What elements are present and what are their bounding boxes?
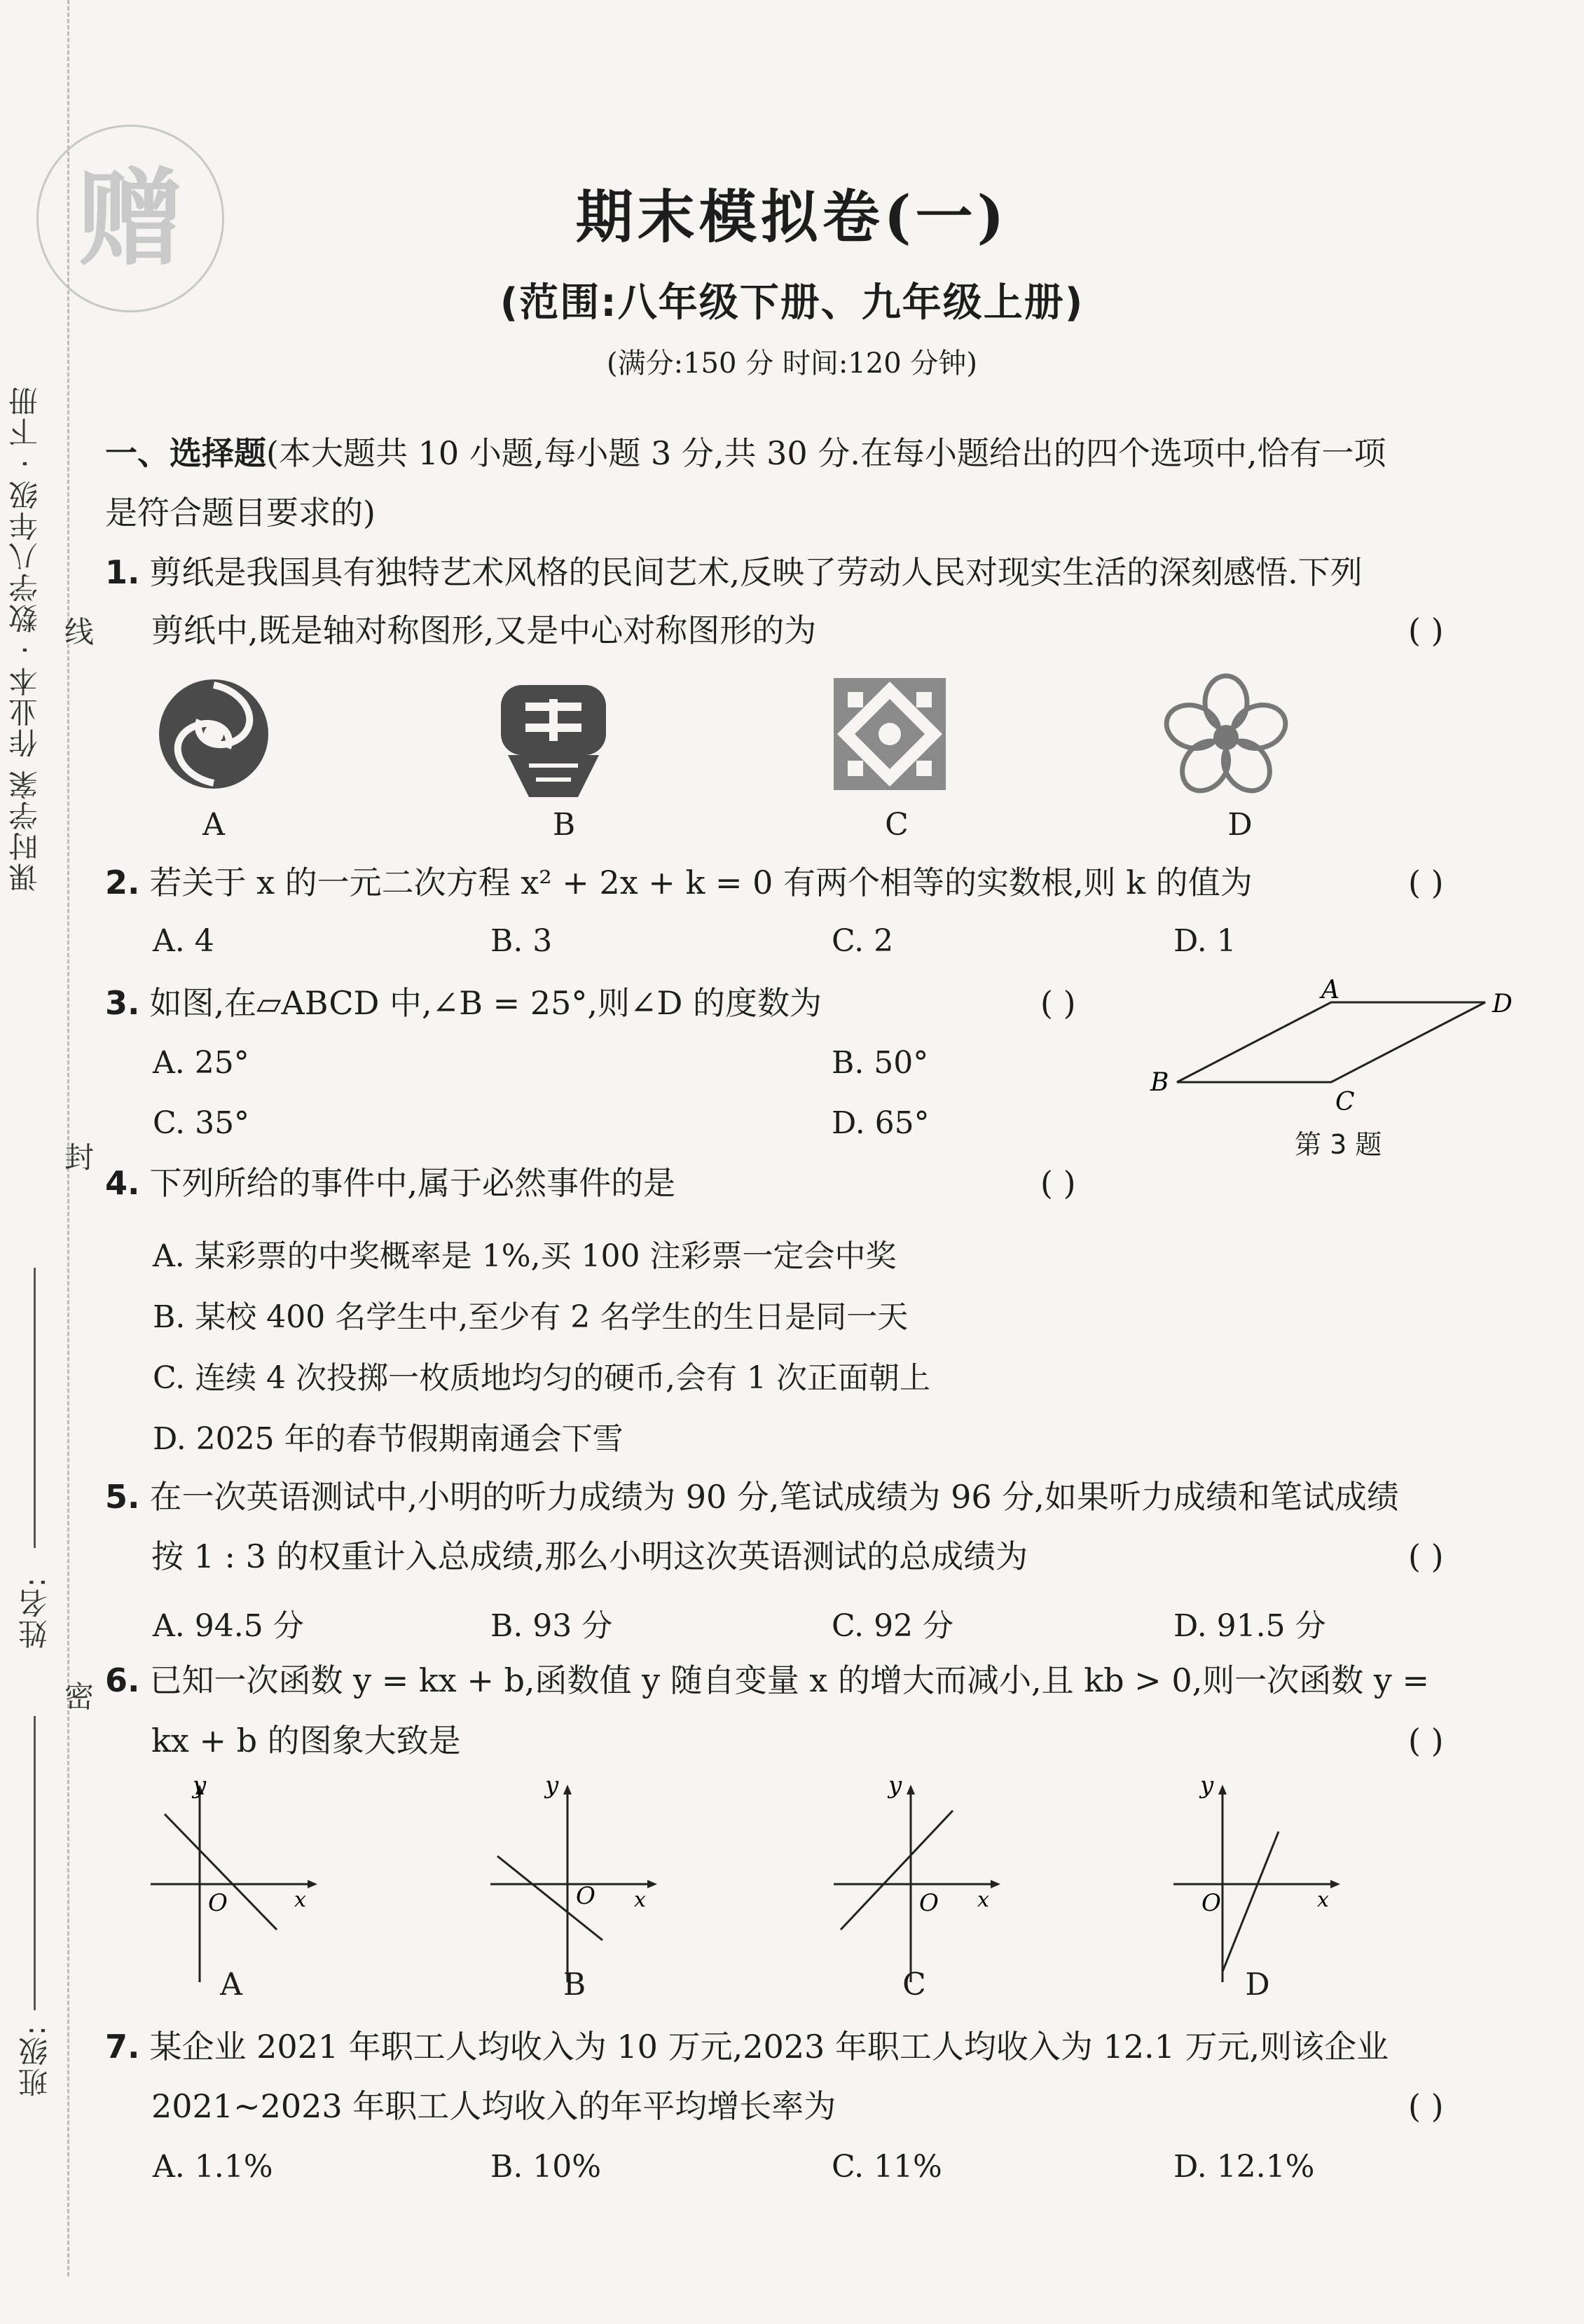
origin-label: O [208, 1889, 228, 1917]
q6-label-b: B [563, 1967, 586, 2003]
vertex-b: B [1150, 1068, 1169, 1097]
section-desc-2: 是符合题目要求的) [105, 494, 376, 532]
q2-line [105, 864, 1253, 902]
q5-number: 5. [105, 1478, 140, 1516]
name-blank[interactable] [34, 1268, 36, 1548]
axis-y-label: y [1200, 1779, 1214, 1799]
q6-graph-c[interactable] [827, 1779, 1009, 1989]
q4-option-a[interactable]: A. 某彩票的中奖概率是 1%,买 100 注彩票一定会中奖 [153, 1238, 897, 1274]
q4-option-b[interactable]: B. 某校 400 名学生中,至少有 2 名学生的生日是同一天 [153, 1299, 909, 1335]
q1-figure-d [1163, 671, 1289, 797]
q5-option-a[interactable]: A. 94.5 分 [153, 1608, 304, 1644]
name-label: 姓名: [18, 1576, 52, 1649]
q4-option-d[interactable]: D. 2025 年的春节假期南通会下雪 [153, 1421, 624, 1457]
axis-x-label: x [1317, 1888, 1329, 1912]
q1-answer-paren[interactable]: ( ) [1408, 611, 1444, 649]
q7-option-c[interactable]: C. 11% [832, 2149, 942, 2185]
q5-option-c[interactable]: C. 92 分 [832, 1608, 954, 1644]
q6-label-d: D [1245, 1967, 1270, 2003]
q3-text: 如图,在▱ABCD 中,∠B = 25°,则∠D 的度数为 [149, 984, 822, 1022]
q1-figure-a [151, 671, 277, 797]
q6-graph-d[interactable] [1166, 1779, 1349, 1989]
q1-number: 1. [105, 553, 140, 591]
book-title: 课时学案 作业本 · 数学八年级 · 下册 [8, 385, 42, 892]
q1-label-b: B [552, 807, 576, 843]
section-label: 一、选择题 [105, 434, 266, 472]
q6-line1 [105, 1661, 1429, 1700]
exam-meta: (满分:150 分 时间:120 分钟) [606, 347, 977, 380]
axis-x-label: x [977, 1888, 989, 1912]
binding-char-xian: 线 [60, 616, 95, 647]
q2-option-c[interactable]: C. 2 [832, 923, 894, 959]
binding-char-feng: 封 [60, 1142, 95, 1173]
q1-label-a: A [202, 807, 225, 843]
q3-option-b[interactable]: B. 50° [832, 1045, 929, 1081]
class-label: 班级: [18, 2024, 52, 2098]
q7-number: 7. [105, 2028, 140, 2066]
q6-line2: kx + b 的图象大致是 [151, 1722, 461, 1759]
vertex-c: C [1335, 1088, 1355, 1116]
q7-option-d[interactable]: D. 12.1% [1173, 2149, 1315, 2185]
q4-text: 下列所给的事件中,属于必然事件的是 [149, 1164, 676, 1202]
q4-line [105, 1164, 675, 1203]
q3-line [105, 984, 822, 1023]
q7-text: 某企业 2021 年职工人均收入为 10 万元,2023 年职工人均收入为 12.1 万元,则该企业 [149, 2028, 1389, 2066]
q5-text: 在一次英语测试中,小明的听力成绩为 90 分,笔试成绩为 96 分,如果听力成绩和笔试成绩 [149, 1478, 1399, 1516]
q1-figure-b [487, 671, 620, 804]
q3-number: 3. [105, 984, 140, 1022]
axis-x-label: x [634, 1888, 646, 1912]
q4-answer-paren[interactable]: ( ) [1040, 1164, 1076, 1202]
vertex-a: A [1321, 977, 1339, 1004]
q6-graph-b[interactable] [483, 1779, 666, 1989]
q2-option-a[interactable]: A. 4 [153, 923, 214, 959]
gift-seal-stamp: 赠 [36, 125, 224, 312]
q6-number: 6. [105, 1661, 140, 1699]
q7-line1 [105, 2028, 1389, 2066]
origin-label: O [1201, 1889, 1221, 1917]
q7-answer-paren[interactable]: ( ) [1408, 2087, 1444, 2125]
origin-label: O [919, 1889, 939, 1917]
q6-text: 已知一次函数 y = kx + b,函数值 y 随自变量 x 的增大而减小,且 kb > 0,则一次函数 y = [149, 1661, 1429, 1699]
q5-line1 [105, 1478, 1399, 1516]
q4-number: 4. [105, 1164, 140, 1202]
page-title: 期末模拟卷(一) [575, 184, 1009, 251]
origin-label: O [576, 1882, 595, 1910]
q4-option-c[interactable]: C. 连续 4 次投掷一枚质地均匀的硬币,会有 1 次正面朝上 [153, 1360, 930, 1396]
q1-line2: 剪纸中,既是轴对称图形,又是中心对称图形的为 [151, 611, 817, 649]
q5-option-b[interactable]: B. 93 分 [490, 1608, 613, 1644]
q5-option-d[interactable]: D. 91.5 分 [1173, 1608, 1326, 1644]
q5-line2: 按 1 : 3 的权重计入总成绩,那么小明这次英语测试的总成绩为 [151, 1537, 1028, 1575]
q2-option-b[interactable]: B. 3 [490, 923, 553, 959]
q3-answer-paren[interactable]: ( ) [1040, 984, 1076, 1022]
q1-label-d: D [1227, 807, 1253, 843]
q6-answer-paren[interactable]: ( ) [1408, 1722, 1444, 1759]
exam-range: (范围:八年级下册、九年级上册) [500, 280, 1084, 326]
q7-line2: 2021~2023 年职工人均收入的年平均增长率为 [151, 2087, 836, 2125]
section-desc-1: (本大题共 10 小题,每小题 3 分,共 30 分.在每小题给出的四个选项中,恰有一项 [266, 434, 1386, 472]
q3-figure-caption: 第 3 题 [1295, 1129, 1382, 1160]
q6-label-c: C [902, 1967, 926, 2003]
q1-label-c: C [885, 807, 909, 843]
axis-y-label: y [193, 1779, 207, 1799]
q3-parallelogram-figure [1149, 977, 1527, 1117]
q1-figure-c [827, 671, 953, 797]
q2-text: 若关于 x 的一元二次方程 x² + 2x + k = 0 有两个相等的实数根,则 k 的值为 [149, 864, 1253, 901]
axis-x-label: x [294, 1888, 306, 1912]
q2-option-d[interactable]: D. 1 [1173, 923, 1237, 959]
class-blank[interactable] [34, 1716, 36, 2010]
section-header [105, 434, 1386, 473]
q7-option-b[interactable]: B. 10% [490, 2149, 602, 2185]
q6-label-a: A [220, 1967, 242, 2003]
q6-graph-a[interactable] [144, 1779, 326, 1989]
q3-option-a[interactable]: A. 25° [153, 1045, 249, 1081]
binding-char-mi: 密 [60, 1681, 95, 1712]
q1-text: 剪纸是我国具有独特艺术风格的民间艺术,反映了劳动人民对现实生活的深刻感悟.下列 [149, 553, 1363, 591]
q2-number: 2. [105, 864, 140, 901]
q7-option-a[interactable]: A. 1.1% [153, 2149, 273, 2185]
q5-answer-paren[interactable]: ( ) [1408, 1537, 1444, 1575]
axis-y-label: y [545, 1779, 559, 1799]
q2-answer-paren[interactable]: ( ) [1408, 864, 1444, 901]
binding-strip [8, 364, 95, 2297]
q3-option-c[interactable]: C. 35° [153, 1105, 250, 1141]
axis-y-label: y [888, 1779, 902, 1799]
vertex-d: D [1492, 990, 1513, 1018]
q3-option-d[interactable]: D. 65° [832, 1105, 930, 1141]
q1-line1 [105, 553, 1363, 592]
